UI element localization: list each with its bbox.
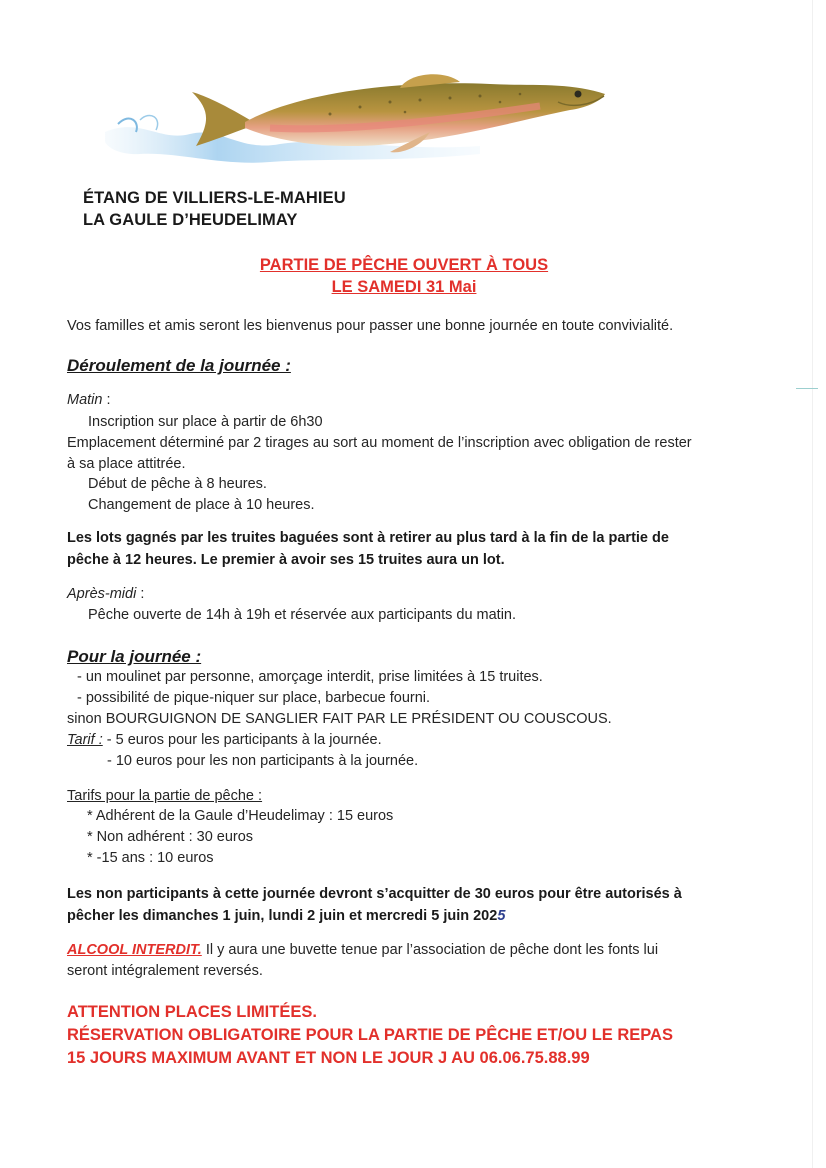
debut-peche-text: Début de pêche à 8 heures. [88, 476, 267, 492]
trout-illustration [100, 62, 620, 172]
apres-midi-label: Après-midi : [67, 586, 145, 602]
changement-place-text: Changement de place à 10 heures. [88, 497, 315, 513]
intro-text: Vos familles et amis seront les bienvenus pour passer une bonne journée en toute convivialité. [67, 318, 674, 334]
tarif-line-1: Tarif : - 5 euros pour les participants à la journée. [67, 732, 382, 748]
section-heading-journee: Pour la journée : [67, 647, 202, 666]
matin-label: Matin : [67, 392, 111, 408]
attention-line-2: RÉSERVATION OBLIGATOIRE POUR LA PARTIE DE PÊCHE ET/OU LE REPAS [67, 1026, 673, 1044]
handwritten-year-digit: 5 [497, 908, 506, 924]
tarif-line-2: - 10 euros pour les non participants à la journée. [107, 753, 419, 769]
tarifs-peche-heading: Tarifs pour la partie de pêche : [67, 788, 263, 804]
margin-mark [796, 388, 818, 389]
event-title-line1: PARTIE DE PÊCHE OUVERT À TOUS [259, 256, 549, 274]
non-participants-text-2: pêcher les dimanches 1 juin, lundi 2 juin et mercredi 5 juin 2025 [67, 908, 506, 924]
journee-item-pique-nique: - possibilité de pique-niquer sur place, barbecue fourni. [77, 690, 431, 706]
peche-ouverte-text: Pêche ouverte de 14h à 19h et réservée aux participants du matin. [88, 607, 517, 623]
emplacement-text-1: Emplacement déterminé par 2 tirages au sort au moment de l’inscription avec obligation de rester [67, 435, 692, 451]
tarif-adherent: * Adhérent de la Gaule d’Heudelimay : 15 euros [87, 808, 394, 824]
attention-line-3: 15 JOURS MAXIMUM AVANT ET NON LE JOUR J AU 06.06.75.88.99 [67, 1049, 590, 1067]
tarif-non-adherent: * Non adhérent : 30 euros [87, 829, 254, 845]
scan-edge-line [812, 0, 813, 1168]
lots-text-1: Les lots gagnés par les truites baguées sont à retirer au plus tard à la fin de la partie de [67, 530, 669, 546]
attention-line-1: ATTENTION PLACES LIMITÉES. [67, 1003, 317, 1021]
non-participants-text-1: Les non participants à cette journée devront s’acquitter de 30 euros pour être autorisés à [67, 886, 682, 902]
org-name-line1: ÉTANG DE VILLIERS-LE-MAHIEU [83, 189, 346, 207]
alcool-interdit-label: ALCOOL INTERDIT. [67, 942, 202, 958]
emplacement-text-2: à sa place attitrée. [67, 456, 186, 472]
journee-item-moulinet: - un moulinet par personne, amorçage interdit, prise limitées à 15 truites. [77, 669, 543, 685]
journee-sinon-text: sinon BOURGUIGNON DE SANGLIER FAIT PAR LE PRÉSIDENT OU COUSCOUS. [67, 711, 612, 727]
alcool-line-1: ALCOOL INTERDIT. Il y aura une buvette tenue par l’association de pêche dont les fonts lui [67, 942, 659, 958]
tarif-moins-15-ans: * -15 ans : 10 euros [87, 850, 214, 866]
org-name-line2: LA GAULE D’HEUDELIMAY [83, 211, 298, 229]
section-heading-deroulement: Déroulement de la journée : [67, 356, 291, 375]
inscription-text: Inscription sur place à partir de 6h30 [88, 414, 323, 430]
lots-text-2: pêche à 12 heures. Le premier à avoir ses 15 truites aura un lot. [67, 552, 505, 568]
alcool-line-2: seront intégralement reversés. [67, 963, 263, 979]
event-title-line2: LE SAMEDI 31 Mai [331, 278, 477, 296]
